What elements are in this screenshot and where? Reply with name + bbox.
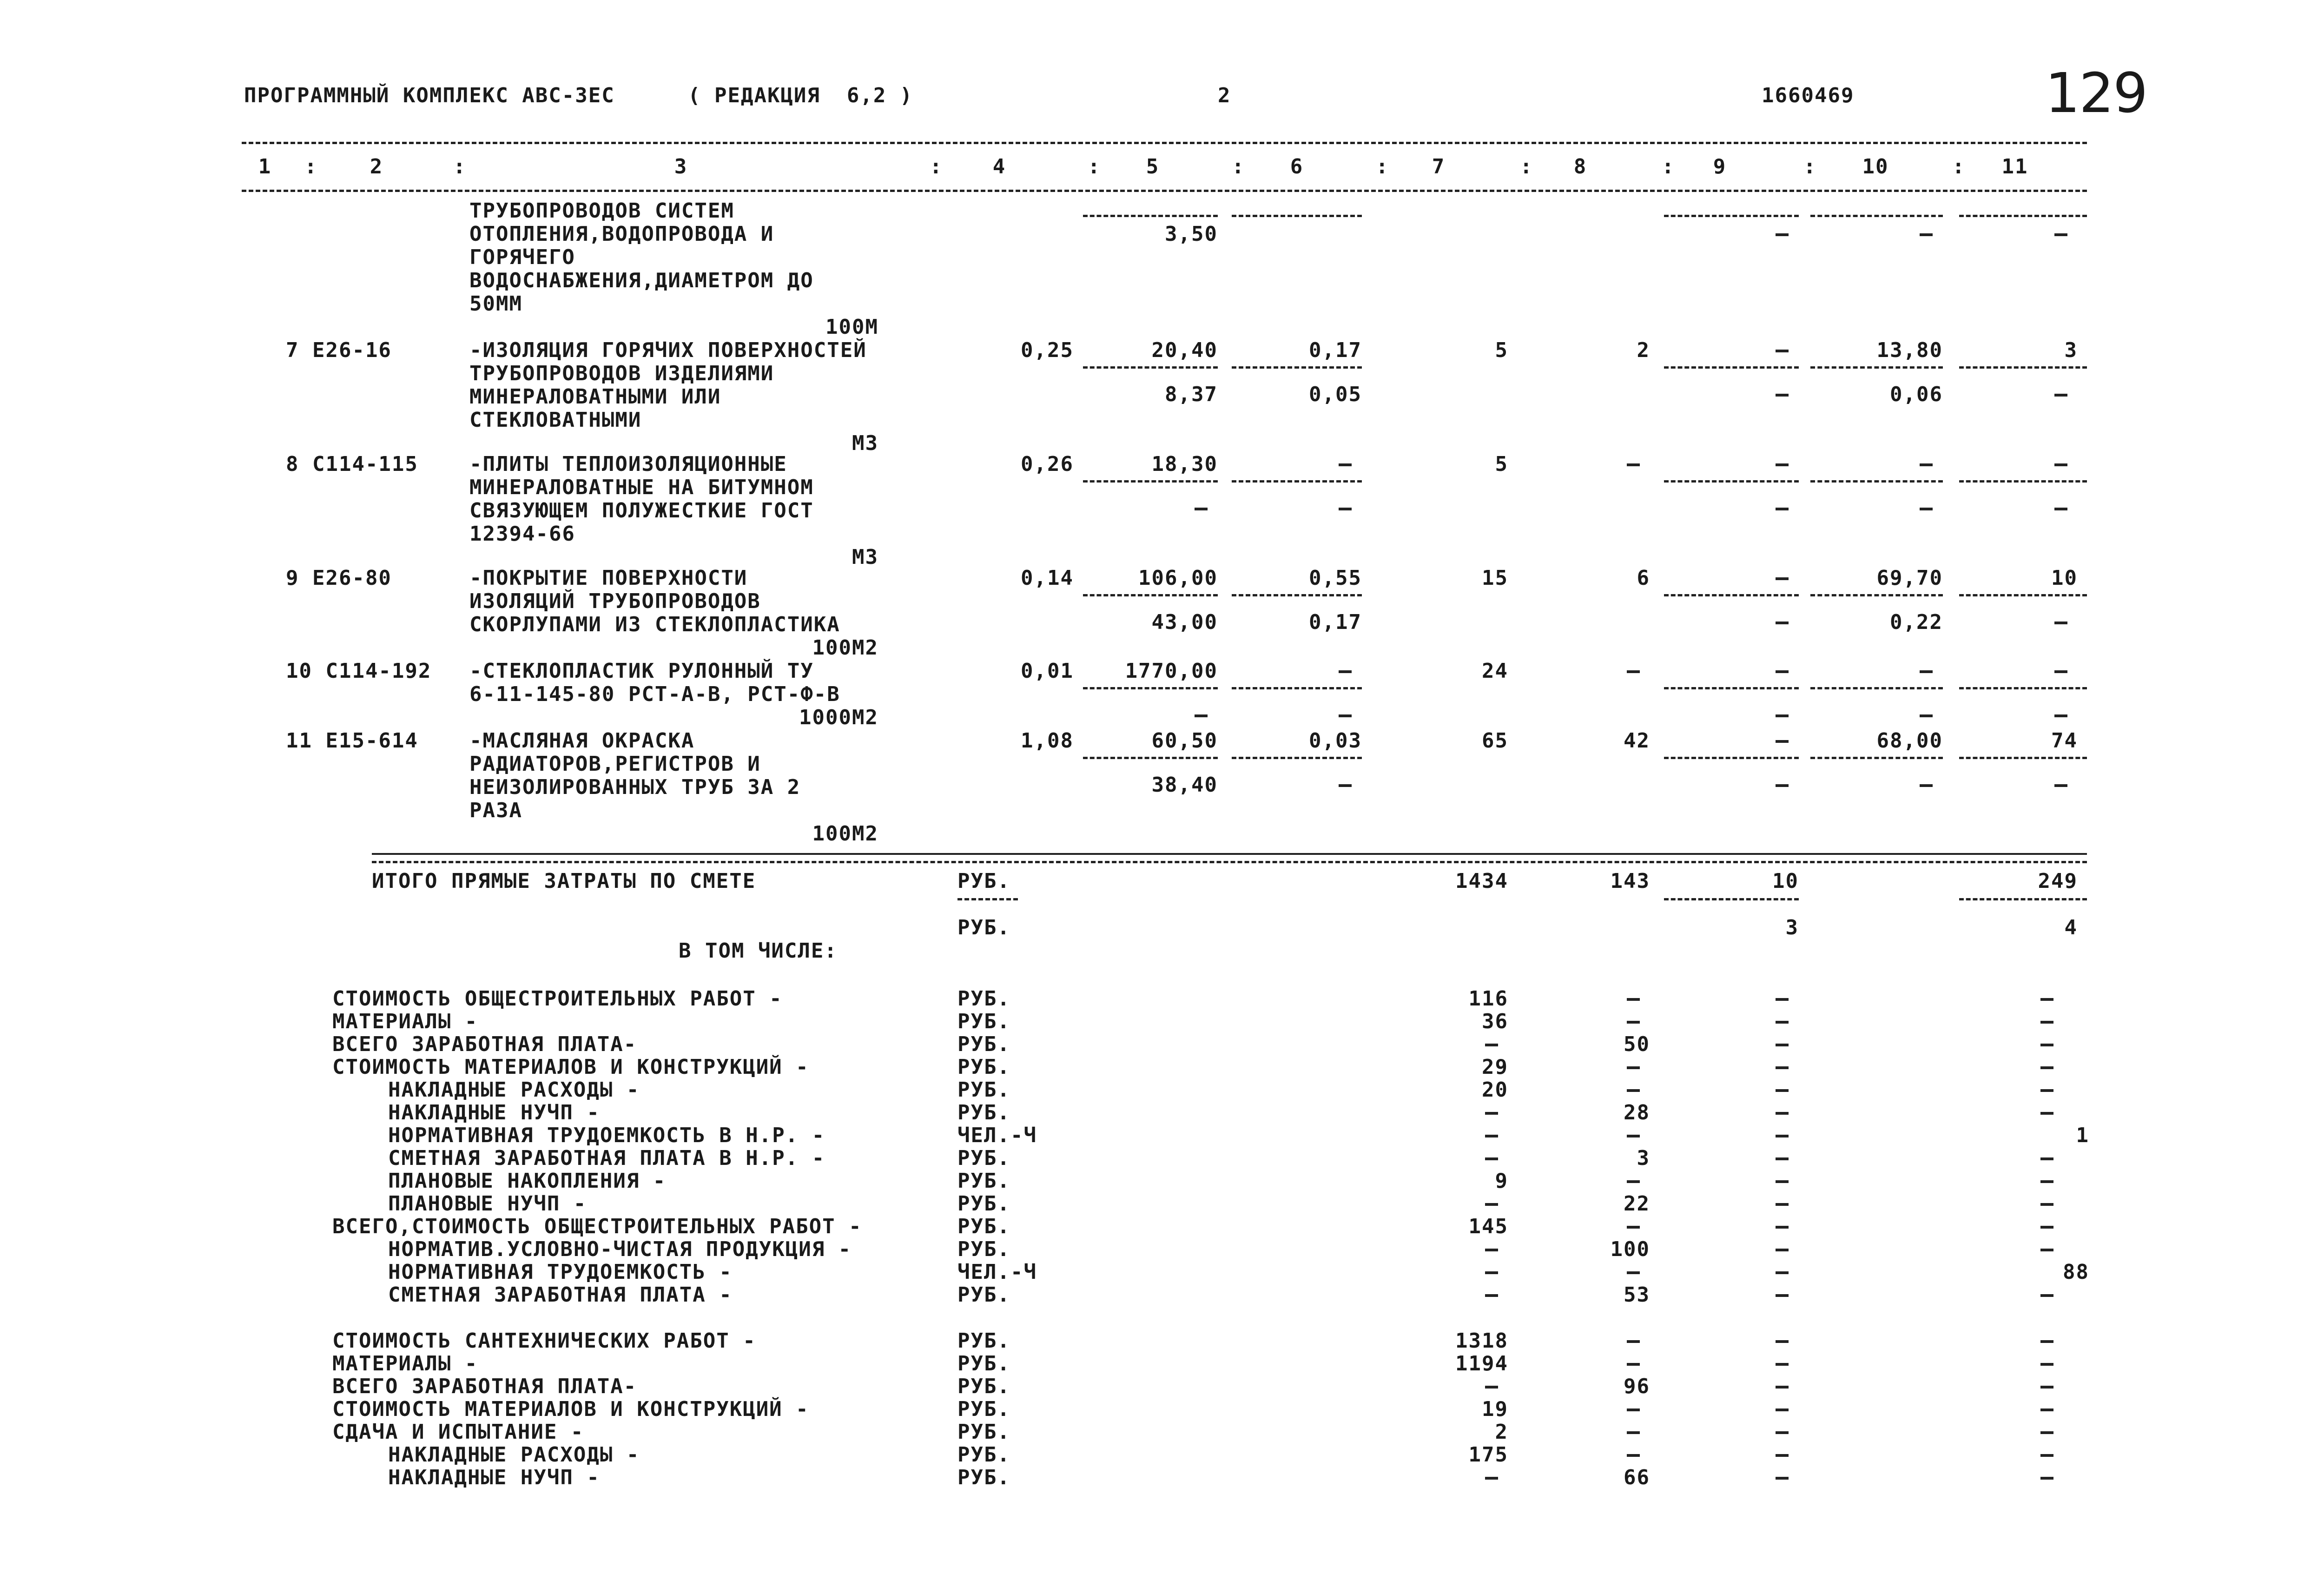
item-col10-dash xyxy=(1920,463,1933,466)
summary-col8-dash xyxy=(1627,1363,1640,1366)
summary-col11-dash xyxy=(2040,1477,2053,1480)
rule-line xyxy=(1959,480,2087,483)
item-col6-lower-dash xyxy=(1339,508,1352,510)
rule-line xyxy=(1810,366,1943,369)
summary-col9-dash xyxy=(1776,1363,1789,1366)
totals-col7: 1434 xyxy=(1455,869,1508,893)
summary-col11-dash xyxy=(2040,1363,2053,1366)
summary-col9-dash xyxy=(1776,1135,1789,1137)
column-separator: : xyxy=(304,155,318,179)
summary-label: НАКЛАДНЫЕ РАСХОДЫ - xyxy=(388,1443,640,1467)
rule-line xyxy=(1664,687,1799,689)
summary-label: ВСЕГО ЗАРАБОТНАЯ ПЛАТА- xyxy=(332,1032,637,1056)
item-col10-lower-dash xyxy=(1920,784,1933,787)
summary-col11-dash xyxy=(2040,1249,2053,1251)
totals-unit: РУБ. xyxy=(957,869,1010,893)
summary-col8-dash xyxy=(1627,1066,1640,1069)
summary-col8-dash xyxy=(1627,1271,1640,1274)
summary-col11-dash xyxy=(2040,1340,2053,1343)
summary-unit: РУБ. xyxy=(957,1283,1010,1307)
rule-line xyxy=(1959,366,2087,369)
rule-line xyxy=(1664,366,1799,369)
rule-line xyxy=(1232,366,1362,369)
item-col5: 1770,00 xyxy=(1125,659,1218,683)
rule-line xyxy=(1232,757,1362,759)
summary-col11-dash xyxy=(2040,1431,2053,1434)
rule-line xyxy=(1959,898,2087,900)
summary-col7: 9 xyxy=(1495,1169,1508,1193)
item-col11-lower-dash xyxy=(2054,784,2067,787)
summary-label: ПЛАНОВЫЕ НАКОПЛЕНИЯ - xyxy=(388,1169,667,1193)
item-description: -ПЛИТЫ ТЕПЛОИЗОЛЯЦИОННЫЕ xyxy=(469,452,787,476)
summary-col8-dash xyxy=(1627,1454,1640,1457)
item-col9-lower-dash xyxy=(1776,784,1789,787)
rule-line xyxy=(1232,594,1362,596)
item-col5-lower: 8,37 xyxy=(1165,383,1218,406)
prev-item-text: ТРУБОПРОВОДОВ СИСТЕМ xyxy=(469,199,734,223)
summary-col9-dash xyxy=(1776,1226,1789,1229)
rule-line xyxy=(1959,757,2087,759)
summary-col9-dash xyxy=(1776,1294,1789,1297)
summary-col7: 20 xyxy=(1482,1078,1508,1102)
rule-line xyxy=(372,861,2087,863)
summary-col11-dash xyxy=(2040,1021,2053,1024)
column-separator: : xyxy=(1376,155,1389,179)
item-description: ТРУБОПРОВОДОВ ИЗДЕЛИЯМИ xyxy=(469,362,774,385)
summary-col8: 28 xyxy=(1624,1101,1650,1124)
summary-unit: РУБ. xyxy=(957,1397,1010,1421)
summary-col9-dash xyxy=(1776,1157,1789,1160)
summary-col11-dash xyxy=(2040,1294,2053,1297)
rule-line xyxy=(1083,594,1218,596)
summary-col8: 100 xyxy=(1610,1237,1650,1261)
item-col7: 5 xyxy=(1495,338,1508,362)
item-col10-dash xyxy=(1920,670,1933,673)
summary-col9-dash xyxy=(1776,1044,1789,1046)
prev-item-text: 50ММ xyxy=(469,292,522,316)
summary-label: МАТЕРИАЛЫ - xyxy=(332,1010,478,1033)
summary-col7-dash xyxy=(1485,1271,1498,1274)
item-col11: 10 xyxy=(2051,566,2078,590)
item-unit: 100М2 xyxy=(812,822,878,846)
including-label: В ТОМ ЧИСЛЕ: xyxy=(679,939,838,963)
summary-unit: РУБ. xyxy=(957,1329,1010,1353)
program-title: ПРОГРАММНЫЙ КОМПЛЕКС АВС-ЗЕС xyxy=(244,84,615,107)
summary-col11: 1 xyxy=(2076,1124,2089,1147)
prev-item-unit: 100М xyxy=(825,315,878,339)
item-col8: 42 xyxy=(1624,729,1650,753)
rule-line xyxy=(1810,215,1943,217)
summary-label: МАТЕРИАЛЫ - xyxy=(332,1352,478,1375)
summary-col7: 116 xyxy=(1468,987,1508,1011)
item-description: СКОРЛУПАМИ ИЗ СТЕКЛОПЛАСТИКА xyxy=(469,613,840,636)
summary-col7: 29 xyxy=(1482,1055,1508,1079)
item-col10-lower: 0,22 xyxy=(1890,610,1943,634)
summary-label: СТОИМОСТЬ МАТЕРИАЛОВ И КОНСТРУКЦИЙ - xyxy=(332,1055,809,1079)
rule-line xyxy=(1959,215,2087,217)
column-separator: : xyxy=(1232,155,1245,179)
item-col11: 74 xyxy=(2051,729,2078,753)
summary-col11-dash xyxy=(2040,998,2053,1001)
rule-line xyxy=(1810,594,1943,596)
summary-unit: РУБ. xyxy=(957,1237,1010,1261)
summary-col8: 96 xyxy=(1624,1375,1650,1398)
totals-label: ИТОГО ПРЯМЫЕ ЗАТРАТЫ ПО СМЕТЕ xyxy=(372,869,756,893)
item-code: 11 Е15-614 xyxy=(286,729,418,753)
item-col6-lower: 0,17 xyxy=(1309,610,1362,634)
item-description: 12394-66 xyxy=(469,522,575,546)
totals-col11: 249 xyxy=(2038,869,2078,893)
column-separator: : xyxy=(453,155,467,179)
item-quantity: 0,14 xyxy=(1021,566,1074,590)
item-description: -МАСЛЯНАЯ ОКРАСКА xyxy=(469,729,695,753)
summary-col8-dash xyxy=(1627,1089,1640,1092)
item-col5: 18,30 xyxy=(1151,452,1218,476)
rule-line xyxy=(372,853,2087,855)
item-col8: 6 xyxy=(1637,566,1650,590)
summary-label: ПЛАНОВЫЕ НУЧП - xyxy=(388,1192,587,1216)
prev-item-col9-dash xyxy=(1776,233,1789,236)
rule-line xyxy=(1664,480,1799,483)
summary-col11-dash xyxy=(2040,1386,2053,1389)
summary-label: НАКЛАДНЫЕ НУЧП - xyxy=(388,1101,600,1124)
summary-col9-dash xyxy=(1776,1271,1789,1274)
rule-line xyxy=(1664,898,1799,900)
item-description: 6-11-145-80 РСТ-А-В, РСТ-Ф-В xyxy=(469,682,840,706)
summary-col11: 88 xyxy=(2063,1260,2089,1284)
summary-unit: РУБ. xyxy=(957,987,1010,1011)
summary-unit: РУБ. xyxy=(957,1192,1010,1216)
item-col9-lower-dash xyxy=(1776,714,1789,717)
handwritten-page-number: 129 xyxy=(2045,61,2147,125)
item-col10: 68,00 xyxy=(1876,729,1943,753)
rule-line xyxy=(1232,215,1362,217)
summary-col7: 145 xyxy=(1468,1215,1508,1238)
summary-col9-dash xyxy=(1776,1249,1789,1251)
summary-label: СТОИМОСТЬ САНТЕХНИЧЕСКИХ РАБОТ - xyxy=(332,1329,756,1353)
totals-col9-lower: 3 xyxy=(1785,916,1799,939)
item-code: 9 Е26-80 xyxy=(286,566,392,590)
summary-label: НОРМАТИВНАЯ ТРУДОЕМКОСТЬ В Н.Р. - xyxy=(388,1124,825,1147)
summary-unit: РУБ. xyxy=(957,1215,1010,1238)
rule-line xyxy=(1810,480,1943,483)
summary-col8-dash xyxy=(1627,1021,1640,1024)
item-col9-dash xyxy=(1776,670,1789,673)
summary-unit: РУБ. xyxy=(957,1375,1010,1398)
summary-unit: РУБ. xyxy=(957,1146,1010,1170)
item-col6-lower: 0,05 xyxy=(1309,383,1362,406)
prev-item-text: ГОРЯЧЕГО xyxy=(469,245,575,269)
item-quantity: 0,25 xyxy=(1021,338,1074,362)
totals-col11-lower: 4 xyxy=(2064,916,2078,939)
column-separator: : xyxy=(1803,155,1817,179)
item-description: -ПОКРЫТИЕ ПОВЕРХНОСТИ xyxy=(469,566,748,590)
summary-col9-dash xyxy=(1776,1203,1789,1206)
item-col8-dash xyxy=(1627,463,1640,466)
summary-label: СТОИМОСТЬ МАТЕРИАЛОВ И КОНСТРУКЦИЙ - xyxy=(332,1397,809,1421)
item-description: -СТЕКЛОПЛАСТИК РУЛОННЫЙ ТУ xyxy=(469,659,814,683)
summary-unit: ЧЕЛ.-Ч xyxy=(957,1124,1037,1147)
summary-label: ВСЕГО ЗАРАБОТНАЯ ПЛАТА- xyxy=(332,1375,637,1398)
summary-label: СМЕТНАЯ ЗАРАБОТНАЯ ПЛАТА - xyxy=(388,1283,733,1307)
prev-item-text: ВОДОСНАБЖЕНИЯ,ДИАМЕТРОМ ДО xyxy=(469,269,814,292)
item-description: НЕИЗОЛИРОВАННЫХ ТРУБ ЗА 2 xyxy=(469,775,801,799)
summary-col11-dash xyxy=(2040,1180,2053,1183)
item-unit: М3 xyxy=(852,545,878,569)
rule-line xyxy=(1083,366,1218,369)
rule-line xyxy=(1664,757,1799,759)
item-col7: 15 xyxy=(1482,566,1508,590)
item-col10: 13,80 xyxy=(1876,338,1943,362)
column-4: 4 xyxy=(992,155,1006,179)
summary-col8: 3 xyxy=(1637,1146,1650,1170)
item-description: ИЗОЛЯЦИЙ ТРУБОПРОВОДОВ xyxy=(469,589,761,613)
summary-label: НОРМАТИВ.УСЛОВНО-ЧИСТАЯ ПРОДУКЦИЯ - xyxy=(388,1237,852,1261)
summary-col7: 1318 xyxy=(1455,1329,1508,1353)
item-code: 10 С114-192 xyxy=(286,659,432,683)
sheet-number: 2 xyxy=(1218,84,1231,107)
column-separator: : xyxy=(930,155,943,179)
summary-col11-dash xyxy=(2040,1112,2053,1115)
rule-line xyxy=(1810,757,1943,759)
column-9: 9 xyxy=(1713,155,1727,179)
summary-col8-dash xyxy=(1627,1180,1640,1183)
item-col6: 0,17 xyxy=(1309,338,1362,362)
rule-line xyxy=(1083,687,1218,689)
summary-col7: 19 xyxy=(1482,1397,1508,1421)
item-col10-lower-dash xyxy=(1920,508,1933,510)
summary-col9-dash xyxy=(1776,1066,1789,1069)
totals-unit-lower: РУБ. xyxy=(957,916,1010,939)
summary-col11-dash xyxy=(2040,1203,2053,1206)
summary-col11-dash xyxy=(2040,1226,2053,1229)
summary-col8: 66 xyxy=(1624,1466,1650,1489)
column-2: 2 xyxy=(370,155,383,179)
item-col5: 106,00 xyxy=(1138,566,1218,590)
item-col6: 0,55 xyxy=(1309,566,1362,590)
summary-col11-dash xyxy=(2040,1454,2053,1457)
item-col11-lower-dash xyxy=(2054,508,2067,510)
summary-col9-dash xyxy=(1776,1431,1789,1434)
summary-col9-dash xyxy=(1776,998,1789,1001)
summary-col8-dash xyxy=(1627,1340,1640,1343)
rule-line xyxy=(242,142,2087,144)
item-description: СВЯЗУЮЩЕМ ПОЛУЖЕСТКИЕ ГОСТ xyxy=(469,499,814,522)
column-7: 7 xyxy=(1432,155,1446,179)
column-3: 3 xyxy=(674,155,688,179)
summary-col9-dash xyxy=(1776,1180,1789,1183)
item-col11-dash xyxy=(2054,463,2067,466)
summary-col9-dash xyxy=(1776,1386,1789,1389)
item-col8-dash xyxy=(1627,670,1640,673)
summary-col8-dash xyxy=(1627,1135,1640,1137)
summary-unit: ЧЕЛ.-Ч xyxy=(957,1260,1037,1284)
rule-line xyxy=(1810,687,1943,689)
summary-label: НОРМАТИВНАЯ ТРУДОЕМКОСТЬ - xyxy=(388,1260,733,1284)
summary-label: СМЕТНАЯ ЗАРАБОТНАЯ ПЛАТА В Н.Р. - xyxy=(388,1146,825,1170)
rule-line xyxy=(1232,687,1362,689)
summary-col8: 53 xyxy=(1624,1283,1650,1307)
rule-line xyxy=(1959,687,2087,689)
summary-col8-dash xyxy=(1627,1431,1640,1434)
prev-item-text: ОТОПЛЕНИЯ,ВОДОПРОВОДА И xyxy=(469,222,774,246)
document-code: 1660469 xyxy=(1762,84,1855,107)
summary-col9-dash xyxy=(1776,1021,1789,1024)
summary-col7: 2 xyxy=(1495,1420,1508,1444)
item-code: 7 Е26-16 xyxy=(286,338,392,362)
item-col5-lower: 38,40 xyxy=(1151,773,1218,797)
totals-col8: 143 xyxy=(1610,869,1650,893)
summary-col11-dash xyxy=(2040,1066,2053,1069)
summary-col9-dash xyxy=(1776,1112,1789,1115)
prev-item-col10-dash xyxy=(1920,233,1933,236)
summary-col9-dash xyxy=(1776,1089,1789,1092)
summary-col9-dash xyxy=(1776,1454,1789,1457)
item-description: СТЕКЛОВАТНЫМИ xyxy=(469,408,642,432)
item-col6-lower-dash xyxy=(1339,714,1352,717)
item-col8: 2 xyxy=(1637,338,1650,362)
column-10: 10 xyxy=(1862,155,1889,179)
item-description: РАЗА xyxy=(469,799,522,822)
totals-col9: 10 xyxy=(1772,869,1799,893)
summary-col8: 50 xyxy=(1624,1032,1650,1056)
column-5: 5 xyxy=(1146,155,1160,179)
summary-col11-dash xyxy=(2040,1044,2053,1046)
summary-col11-dash xyxy=(2040,1157,2053,1160)
summary-unit: РУБ. xyxy=(957,1010,1010,1033)
item-col6: 0,03 xyxy=(1309,729,1362,753)
item-code: 8 С114-115 xyxy=(286,452,418,476)
summary-col11-dash xyxy=(2040,1089,2053,1092)
item-unit: М3 xyxy=(852,431,878,455)
item-col5-lower: 43,00 xyxy=(1151,610,1218,634)
column-separator: : xyxy=(1952,155,1966,179)
item-col5-lower-dash xyxy=(1195,714,1208,717)
summary-label: НАКЛАДНЫЕ РАСХОДЫ - xyxy=(388,1078,640,1102)
item-col7: 24 xyxy=(1482,659,1508,683)
summary-unit: РУБ. xyxy=(957,1169,1010,1193)
rule-line xyxy=(1959,594,2087,596)
column-1: 1 xyxy=(258,155,272,179)
column-6: 6 xyxy=(1290,155,1304,179)
summary-col8-dash xyxy=(1627,998,1640,1001)
item-col5: 20,40 xyxy=(1151,338,1218,362)
summary-col11-dash xyxy=(2040,1408,2053,1411)
rule-line xyxy=(1664,594,1799,596)
column-separator: : xyxy=(1520,155,1533,179)
summary-label: ВСЕГО,СТОИМОСТЬ ОБЩЕСТРОИТЕЛЬНЫХ РАБОТ - xyxy=(332,1215,862,1238)
item-col7: 5 xyxy=(1495,452,1508,476)
item-col11: 3 xyxy=(2064,338,2078,362)
summary-unit: РУБ. xyxy=(957,1420,1010,1444)
column-8: 8 xyxy=(1573,155,1587,179)
item-quantity: 0,01 xyxy=(1021,659,1074,683)
summary-col7: 175 xyxy=(1468,1443,1508,1467)
item-col11-lower-dash xyxy=(2054,714,2067,717)
rule-line xyxy=(1083,215,1218,217)
item-col6-lower-dash xyxy=(1339,784,1352,787)
rule-line xyxy=(957,898,1018,900)
summary-col9-dash xyxy=(1776,1340,1789,1343)
item-col11-dash xyxy=(2054,670,2067,673)
item-col10: 69,70 xyxy=(1876,566,1943,590)
prev-item-col5: 3,50 xyxy=(1165,222,1218,246)
item-col5-lower-dash xyxy=(1195,508,1208,510)
item-col9-lower-dash xyxy=(1776,508,1789,510)
item-description: РАДИАТОРОВ,РЕГИСТРОВ И xyxy=(469,752,761,776)
rule-line xyxy=(1664,215,1799,217)
summary-col9-dash xyxy=(1776,1477,1789,1480)
rule-line xyxy=(242,190,2087,192)
summary-col7-dash xyxy=(1485,1135,1498,1137)
item-col10-lower: 0,06 xyxy=(1890,383,1943,406)
summary-label: СДАЧА И ИСПЫТАНИЕ - xyxy=(332,1420,584,1444)
summary-unit: РУБ. xyxy=(957,1352,1010,1375)
item-col11-lower-dash xyxy=(2054,622,2067,624)
summary-label: СТОИМОСТЬ ОБЩЕСТРОИТЕЛЬНЫХ РАБОТ - xyxy=(332,987,783,1011)
item-col7: 65 xyxy=(1482,729,1508,753)
item-unit: 1000М2 xyxy=(799,706,878,729)
column-11: 11 xyxy=(2001,155,2028,179)
rule-line xyxy=(1083,757,1218,759)
summary-col9-dash xyxy=(1776,1408,1789,1411)
summary-label: НАКЛАДНЫЕ НУЧП - xyxy=(388,1466,600,1489)
edition-label: ( РЕДАКЦИЯ 6,2 ) xyxy=(688,84,913,107)
summary-unit: РУБ. xyxy=(957,1466,1010,1489)
summary-col7: 36 xyxy=(1482,1010,1508,1033)
summary-col8: 22 xyxy=(1624,1192,1650,1216)
summary-unit: РУБ. xyxy=(957,1101,1010,1124)
rule-line xyxy=(1083,480,1218,483)
summary-unit: РУБ. xyxy=(957,1443,1010,1467)
summary-col7: 1194 xyxy=(1455,1352,1508,1375)
rule-line xyxy=(1232,480,1362,483)
summary-unit: РУБ. xyxy=(957,1032,1010,1056)
item-unit: 100М2 xyxy=(812,636,878,660)
item-col10-lower-dash xyxy=(1920,714,1933,717)
summary-unit: РУБ. xyxy=(957,1055,1010,1079)
column-separator: : xyxy=(1662,155,1675,179)
item-col11-lower-dash xyxy=(2054,394,2067,397)
prev-item-col11-dash xyxy=(2054,233,2067,236)
item-description: МИНЕРАЛОВАТНЫМИ ИЛИ xyxy=(469,385,721,409)
summary-col8-dash xyxy=(1627,1226,1640,1229)
item-quantity: 1,08 xyxy=(1021,729,1074,753)
item-col5: 60,50 xyxy=(1151,729,1218,753)
item-description: -ИЗОЛЯЦИЯ ГОРЯЧИХ ПОВЕРХНОСТЕЙ xyxy=(469,338,867,362)
item-quantity: 0,26 xyxy=(1021,452,1074,476)
summary-col8-dash xyxy=(1627,1408,1640,1411)
column-separator: : xyxy=(1088,155,1101,179)
summary-unit: РУБ. xyxy=(957,1078,1010,1102)
item-description: МИНЕРАЛОВАТНЫЕ НА БИТУМНОМ xyxy=(469,476,814,499)
item-col9-dash xyxy=(1776,463,1789,466)
